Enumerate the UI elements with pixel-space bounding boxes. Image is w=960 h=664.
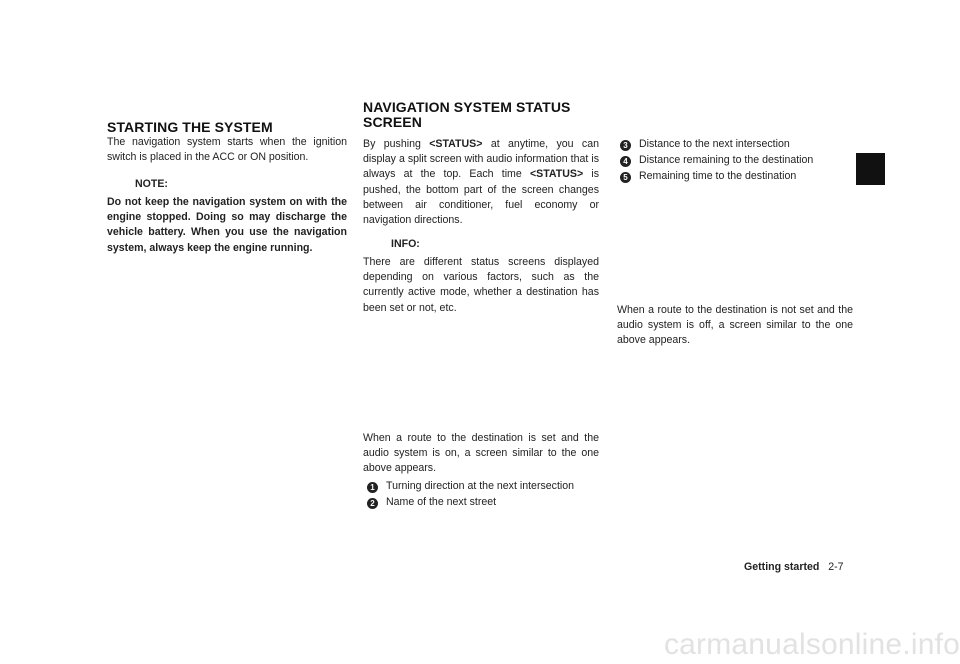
heading-starting-system: STARTING THE SYSTEM <box>107 119 273 135</box>
heading-line-2: SCREEN <box>363 114 422 130</box>
list-item-text: Remaining time to the destination <box>639 170 797 182</box>
heading-line-1: NAVIGATION SYSTEM STATUS <box>363 99 571 115</box>
list-item-text: Distance remaining to the destination <box>639 154 814 166</box>
footer-section: Getting started <box>744 561 820 573</box>
paragraph-start: The navigation system starts when the ignition switch is placed in the ACC or ON position. <box>107 136 347 164</box>
status-key-1: <STATUS> <box>429 138 483 150</box>
page-footer <box>744 560 844 575</box>
heading-status-screen <box>363 100 613 130</box>
callout-number: 2 <box>367 498 378 509</box>
list-item-text: Name of the next street <box>386 496 497 508</box>
intro-post: is pushed, the bottom part of the screen changes between air conditioner, fuel economy or navigation directions. <box>363 168 600 227</box>
callout-number: 4 <box>620 156 631 167</box>
callout-number: 3 <box>620 140 631 151</box>
callout-number: 1 <box>367 482 378 493</box>
page-number: 2-7 <box>828 561 844 573</box>
note-text: Do not keep the navigation system on with the engine stopped. Doing so may discharge the vehicle battery. When you use the navigation system, always keep the engine running. <box>107 196 347 254</box>
route-set-text: When a route to the destination is set and the audio system is on, a screen similar to the one above appears. <box>363 432 599 475</box>
callout-number: 5 <box>620 172 631 183</box>
info-text: There are different status screens displayed depending on various factors, such as the currently active mode, whether a destination has been set or not, etc. <box>363 256 599 314</box>
status-key-2: <STATUS> <box>529 168 584 181</box>
intro-pre: By pushing <box>363 138 430 150</box>
list-item <box>620 169 796 184</box>
list-item <box>620 153 813 168</box>
note-label: NOTE: <box>135 178 168 190</box>
intro-mid: at anytime, you can display a split screen with audio information that is always at the top. Each time <box>363 138 600 181</box>
list-item-text: Distance to the next intersection <box>639 138 790 150</box>
list-item <box>367 495 496 510</box>
list-item <box>620 137 790 152</box>
route-not-set-text: When a route to the destination is not set and the audio system is off, a screen similar to the one above appears. <box>617 304 853 347</box>
watermark: carmanualsonline.info <box>663 628 960 661</box>
list-item <box>367 479 574 494</box>
chapter-tab <box>856 153 885 185</box>
list-item-text: Turning direction at the next intersection <box>386 480 575 492</box>
info-label: INFO: <box>391 238 420 250</box>
status-intro <box>363 137 599 228</box>
